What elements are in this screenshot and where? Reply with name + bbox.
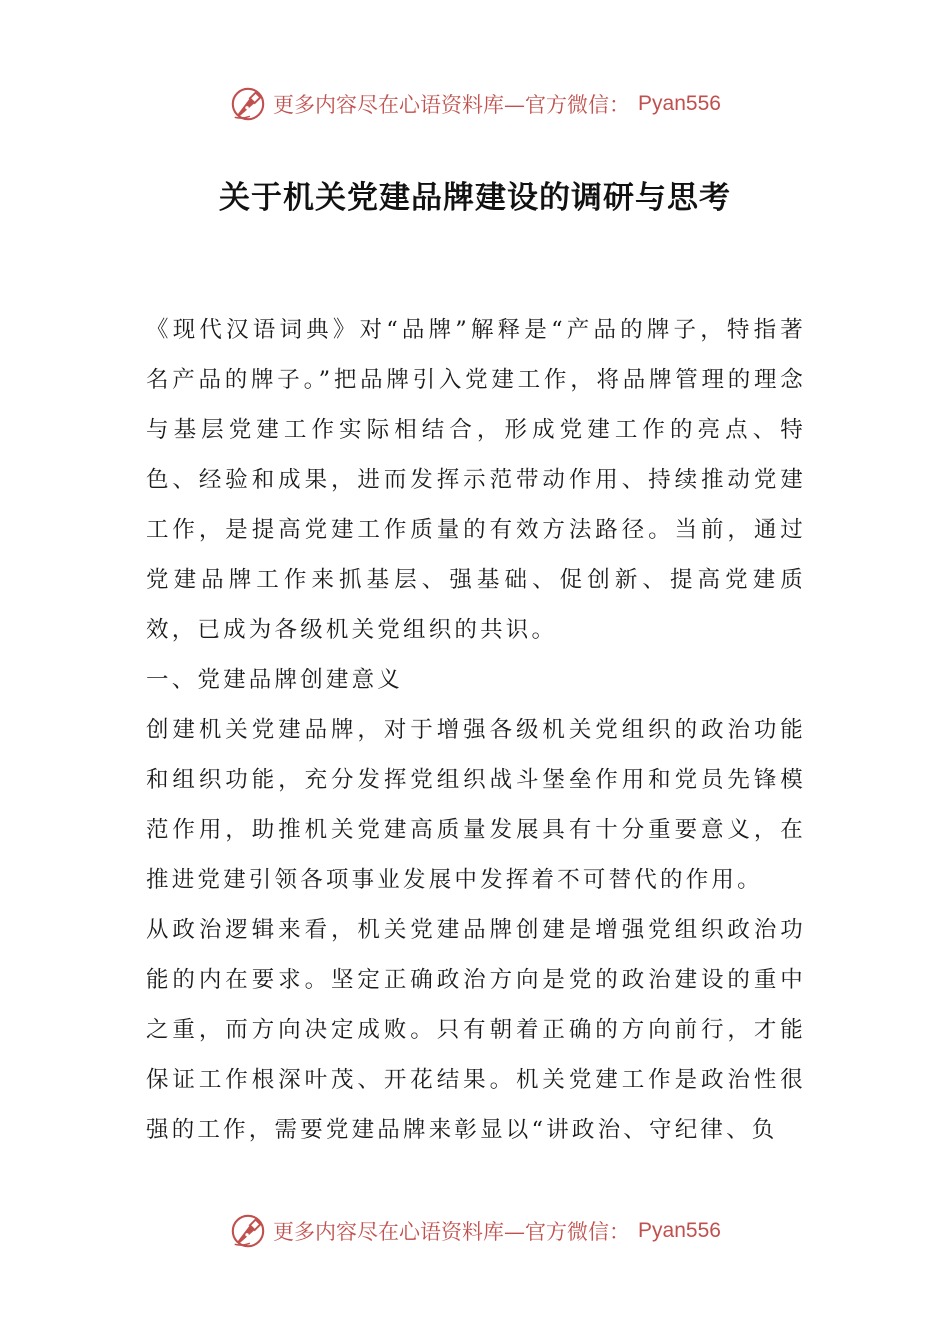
header-wechat-id: Pyan556 (638, 92, 721, 115)
footer-promo-text: 更多内容尽在心语资料库—官方微信： (273, 1220, 631, 1244)
pen-nib-logo-icon (229, 85, 267, 123)
pen-nib-logo-icon (229, 1212, 267, 1250)
header-promo-text: 更多内容尽在心语资料库—官方微信： (273, 93, 631, 117)
section-heading-1: 一、党建品牌创建意义 (146, 667, 404, 693)
footer-promo-banner (0, 1209, 950, 1253)
body-paragraph-3: 从政治逻辑来看，机关党建品牌创建是增强党组织政治功能的内在要求。坚定正确政治方向是党的政治建设的重中之重，而方向决定成败。只有朝着正确的方向前行，才能保证工作根深叶茂、开花结果。机关党建工作是政治性很强的工作，需要党建品牌来彰显以“讲政治、守纪律、负 (146, 917, 806, 1143)
document-title: 关于机关党建品牌建设的调研与思考 (219, 180, 731, 216)
body-paragraph-2: 创建机关党建品牌，对于增强各级机关党组织的政治功能和组织功能，充分发挥党组织战斗堡垒作用和党员先锋模范作用，助推机关党建高质量发展具有十分重要意义，在推进党建引领各项事业发展中发挥着不可替代的作用。 (146, 717, 806, 893)
document-body (146, 305, 806, 1155)
footer-wechat-id: Pyan556 (638, 1219, 721, 1242)
intro-paragraph: 《现代汉语词典》对“品牌”解释是“产品的牌子，特指著名产品的牌子。”把品牌引入党建工作，将品牌管理的理念与基层党建工作实际相结合，形成党建工作的亮点、特色、经验和成果，进而发挥示范带动作用、持续推动党建工作，是提高党建工作质量的有效方法路径。当前，通过党建品牌工作来抓基层、强基础、促创新、提高党建质效，已成为各级机关党组织的共识。 (146, 317, 806, 643)
header-promo-banner (0, 82, 950, 126)
